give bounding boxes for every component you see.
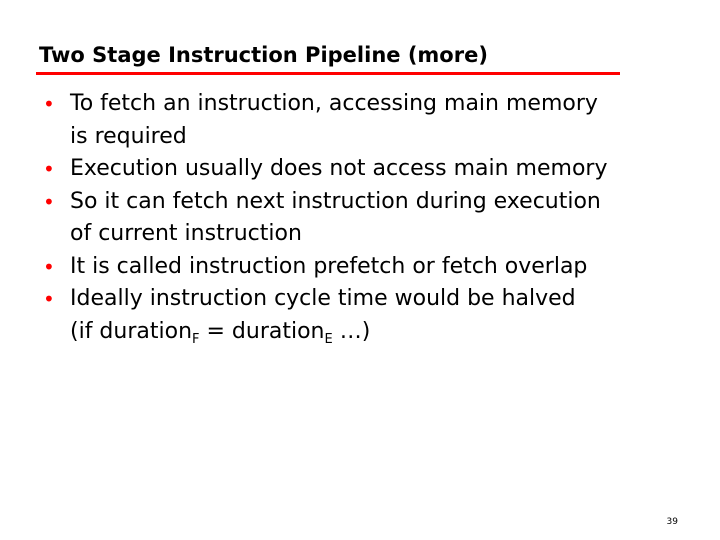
- bullet-icon: •: [43, 254, 55, 279]
- bullet-item: [39, 88, 699, 153]
- bullet-item: [39, 283, 699, 348]
- bullet-icon: •: [43, 287, 55, 311]
- bullet-icon: •: [43, 157, 55, 181]
- bullet-text-line: To fetch an instruction, accessing main memory: [70, 91, 598, 116]
- formula-suffix: …): [332, 318, 371, 344]
- bullet-icon: •: [43, 92, 55, 116]
- bullet-text-line: of current instruction: [70, 221, 302, 246]
- bullet-text-line: Ideally instruction cycle time would be halved: [70, 286, 576, 311]
- title-underline: [36, 72, 620, 75]
- formula-prefix: (if duration: [70, 318, 193, 344]
- bullet-text-line: It is called instruction prefetch or fetch overlap: [70, 253, 588, 279]
- formula-middle: = duration: [199, 318, 325, 344]
- bullet-text-line: Execution usually does not access main memory: [70, 156, 608, 181]
- bullet-text-line: So it can fetch next instruction during execution: [70, 188, 601, 214]
- subscript-e: E: [324, 331, 333, 347]
- page-number: 39: [666, 517, 678, 527]
- slide-title: Two Stage Instruction Pipeline (more): [39, 43, 488, 67]
- bullet-icon: •: [43, 189, 55, 214]
- bullet-item: [39, 153, 699, 186]
- bullet-text-line: is required: [70, 123, 187, 149]
- bullet-item: [39, 186, 699, 251]
- bullet-text-line: [70, 316, 699, 349]
- bullet-item: [39, 251, 699, 284]
- bullet-list: [39, 88, 699, 348]
- subscript-f: F: [192, 331, 200, 347]
